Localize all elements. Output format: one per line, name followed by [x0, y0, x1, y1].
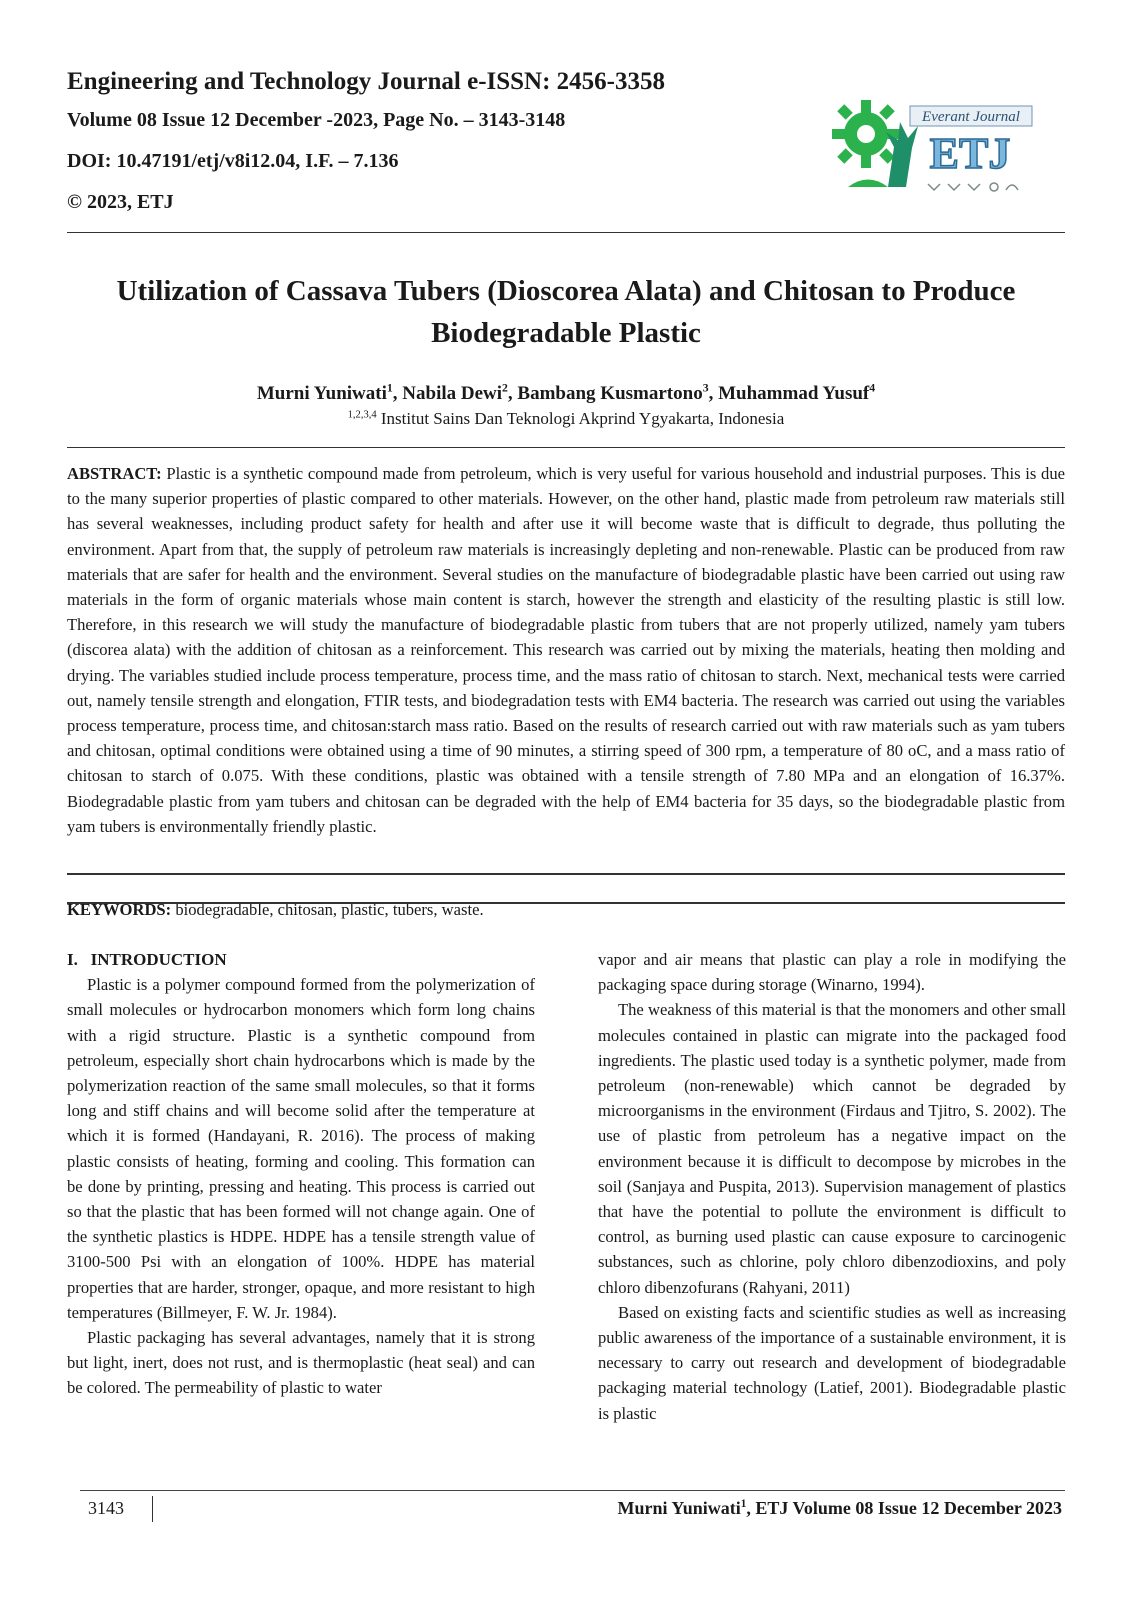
abstract — [67, 461, 1065, 839]
body-paragraph: vapor and air means that plastic can play a role in modifying the packaging space during storage (Winarno, 1994). — [598, 950, 1066, 995]
author-name: Muhammad Yusuf — [718, 383, 870, 404]
footer-author-mark: 1 — [740, 1498, 747, 1510]
author-name: Nabila Dewi — [402, 383, 503, 404]
header-divider — [67, 232, 1065, 233]
footer-divider — [80, 1490, 1065, 1491]
page-number: 3143 — [88, 1498, 124, 1518]
copyright-info: © 2023, ETJ — [67, 191, 174, 213]
author-affiliation-mark: 2 — [502, 381, 508, 395]
volume-info: Volume 08 Issue 12 December -2023, Page No. – 3143-3148 — [67, 109, 566, 131]
author-affiliation-mark: 3 — [702, 381, 709, 395]
author-name: Murni Yuniwati — [256, 383, 387, 404]
running-footer — [618, 1496, 1062, 1520]
body-paragraph: Plastic is a polymer compound formed from the polymerization of small molecules or hydrocarbon monomers which form long chains with a rigid structure. Plastic is a synthetic compound from petroleum, especially short chain hydrocarbons which is made by the polymerization reaction of the same small molecules, so that it forms long and stiff chains and will become solid after the temperature at which it is formed (Handayani, R. 2016). The process of making plastic consists of heating, forming and cooling. This formation can be done by printing, pressing and heating. This process is carried out so that the plastic that has been formed will not change again. One of the synthetic plastics is HDPE. HDPE has a tensile strength value of 3100-500 Psi with an elongation of 100%. HDPE has material properties that are harder, stronger, opaque, and more resistant to high temperatures (Billmeyer, F. W. Jr. 1984). — [67, 975, 535, 1322]
footer-journal-info: , ETJ Volume 08 Issue 12 December 2023 — [746, 1498, 1062, 1518]
abstract-top-divider — [67, 447, 1065, 448]
author-name: Bambang Kusmartono — [517, 383, 703, 404]
logo-top-text: Everant Journal — [922, 109, 1020, 125]
doi-info: DOI: 10.47191/etj/v8i12.04, I.F. – 7.136 — [67, 150, 399, 172]
abstract-label: ABSTRACT: — [67, 464, 162, 483]
body-paragraph: Based on existing facts and scientific studies as well as increasing public awareness of the importance of a sustainable environment, it is necessary to carry out research and development of biodegradable packaging material technology (Latief, 2001). Biodegradable plastic is plastic — [598, 1302, 1066, 1423]
keywords-label: KEYWORDS: — [67, 900, 172, 919]
logo-main-text: ETJ — [929, 129, 1011, 178]
right-column — [598, 947, 1066, 1426]
author-affiliation-mark: 4 — [869, 381, 876, 395]
paper-title: Utilization of Cassava Tubers (Dioscorea Alata) and Chitosan to Produce Biodegradable Plastic — [116, 275, 1016, 349]
affiliation-mark: 1,2,3,4 — [347, 409, 377, 421]
section-heading-introduction: I. INTRODUCTION — [67, 950, 227, 969]
keywords-text: biodegradable, chitosan, plastic, tubers, waste. — [171, 900, 484, 919]
body-paragraph: Plastic packaging has several advantages, namely that it is strong but light, inert, does not rust, and is thermoplastic (heat seal) and can be colored. The permeability of plastic to water — [67, 1328, 535, 1398]
abstract-bottom-divider — [67, 873, 1065, 875]
abstract-text: Plastic is a synthetic compound made from petroleum, which is very useful for various household and industrial purposes. This is due to the many superior properties of plastic compared to other materials. However, on the other hand, plastic made from petroleum raw materials still has several weaknesses, including product safety for health and after use it will become waste that is difficult to degrade, thus polluting the environment. Apart from that, the supply of petroleum raw materials is increasingly depleting and non-renewable. Plastic can be produced from raw materials that are safer for health and the environment. Several studies on the manufacture of biodegradable plastic have been carried out using raw materials in the form of organic materials whose main content is starch, however the strength and elasticity of the resulting plastic is still low. Therefore, in this research we will study the manufacture of biodegradable plastic from tubers that are not properly utilized, namely yam tubers (discorea alata) with the addition of chitosan as a reinforcement. This research was carried out by mixing the materials, heating then molding and drying. The variables studied include process temperature, process time, and the mass ratio of chitosan to starch. Next, mechanical tests were carried out, namely tensile strength and elongation, FTIR tests, and biodegradation tests with EM4 bacteria. The research was carried out using the variables process temperature, process time, and chitosan:starch mass ratio. Based on the results of research carried out with raw materials such as yam tubers and chitosan, optimal conditions were obtained using a time of 90 minutes, a stirring speed of 300 rpm, a temperature of 80 oC, and a mass ratio of chitosan to starch of 0.075. With these conditions, plastic was obtained with a tensile strength of 7.80 MPa and an elongation of 16.37%. Biodegradable plastic from yam tubers and chitosan can be degraded with the help of EM4 bacteria for 35 days, so the biodegradable plastic from yam tubers is environmentally friendly plastic. — [67, 464, 1065, 836]
etj-logo — [828, 92, 1038, 200]
body-paragraph: The weakness of this material is that the monomers and other small molecules contained in plastic can migrate into the packaged food ingredients. The plastic used today is a synthetic polymer, made from petroleum (non-renewable) which cannot be degraded by microorganisms in the environment (Firdaus and Tjitro, S. 2002). The use of plastic from petroleum has a negative impact on the environment because it is difficult to decompose by microbes in the soil (Sanjaya and Puspita, 2013). Supervision management of plastics that have the potential to pollute the environment is difficult to control, as burning used plastic can cause exposure to carcinogenic substances, such as chlorine, poly chloro dibenzodioxins, and poly chloro dibenzofurans (Rahyani, 2011) — [598, 1000, 1066, 1297]
footer-separator — [152, 1496, 153, 1522]
journal-title: Engineering and Technology Journal e-ISSN: 2456-3358 — [67, 68, 666, 95]
footer-author: Murni Yuniwati — [617, 1498, 741, 1518]
author-affiliation-mark: 1 — [386, 381, 393, 395]
author-list: Murni Yuniwati$^1$, Nabila Dewi$^2$, Bambang Kusmartono$^3$, Muhammad Yusuf$^4$ — [256, 381, 876, 404]
left-column — [67, 947, 535, 1401]
affiliation — [67, 408, 1065, 430]
journal-header — [67, 66, 787, 230]
affiliation-text: Institut Sains Dan Teknologi Akprind Ygyakarta, Indonesia — [376, 409, 785, 428]
keywords-divider — [67, 902, 1065, 904]
